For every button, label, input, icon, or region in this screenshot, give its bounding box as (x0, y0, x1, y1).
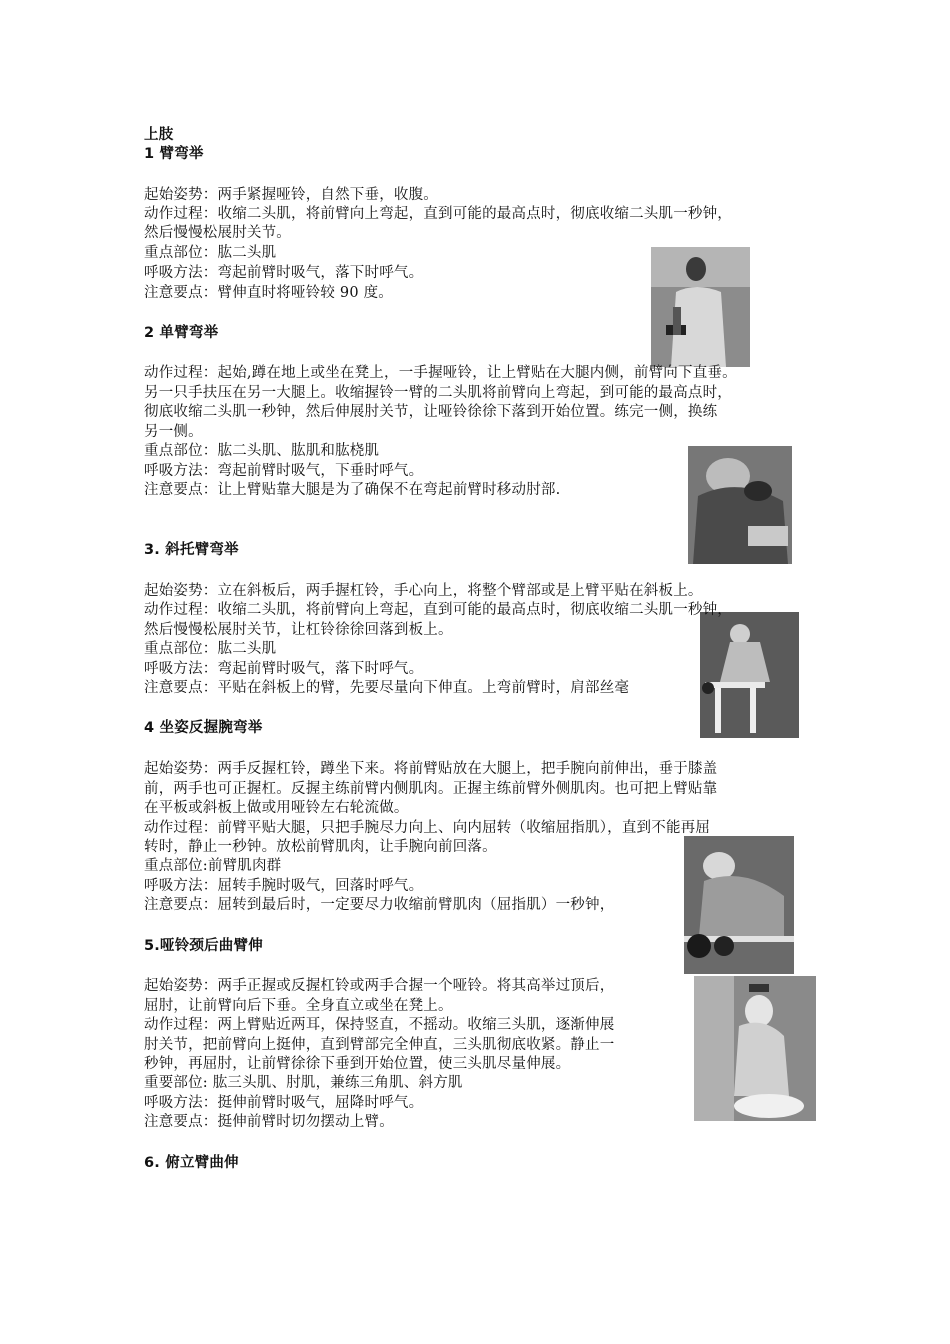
text-line: 转时，静止一秒钟。放松前臂肌肉，让手腕向前回落。 (144, 839, 497, 855)
photo-preacher-curl (700, 612, 799, 738)
text-line: 重点部位：肱二头肌 (144, 641, 277, 657)
text-line: 然后慢慢松展肘关节。 (144, 225, 291, 241)
text-line: 呼吸方法：弯起前臂时吸气，落下时呼气。 (144, 265, 424, 281)
text-line: 重点部位:前臂肌肉群 (144, 858, 282, 874)
text-line: 屈肘，让前臂向后下垂。全身直立或坐在凳上。 (144, 998, 453, 1014)
text-line: 重要部位: 肱三头肌、肘肌，兼练三角肌、斜方肌 (144, 1075, 463, 1091)
exercise-heading-2: 2 单臂弯举 (144, 325, 219, 341)
text-line: 动作过程：起始,蹲在地上或坐在凳上，一手握哑铃，让上臂贴在大腿内侧，前臂向下直垂。 (144, 365, 737, 381)
text-line: 注意要点：臂伸直时将哑铃较 90 度。 (144, 285, 393, 301)
text-line: 另一只手扶压在另一大腿上。收缩握铃一臂的二头肌将前臂向上弯起，到可能的最高点时， (144, 385, 732, 401)
exercise-heading-5: 5.哑铃颈后曲臂伸 (144, 938, 263, 954)
text-line: 起始姿势：两手反握杠铃，蹲坐下来。将前臂贴放在大腿上，把手腕向前伸出，垂于膝盖 (144, 761, 718, 777)
text-line: 起始姿势：两手正握或反握杠铃或两手合握一个哑铃。将其高举过顶后， (144, 978, 615, 994)
text-line: 秒钟，再屈肘，让前臂徐徐下垂到开始位置，使三头肌尽量伸展。 (144, 1056, 571, 1072)
exercise-heading-3: 3. 斜托臂弯举 (144, 542, 239, 558)
text-line: 注意要点：挺伸前臂时切勿摆动上臂。 (144, 1114, 394, 1130)
text-line: 重点部位：肱二头肌、肱肌和肱桡肌 (144, 443, 380, 459)
text-line: 起始姿势：立在斜板后，两手握杠铃，手心向上，将整个臂部或是上臂平贴在斜板上。 (144, 583, 703, 599)
text-line: 前，两手也可正握杠。反握主练前臂内侧肌肉。正握主练前臂外侧肌肉。也可把上臂贴靠 (144, 781, 718, 797)
text-line: 动作过程：前臂平贴大腿，只把手腕尽力向上、向内屈转（收缩屈指肌），直到不能再屈 (144, 820, 711, 836)
text-line: 肘关节，把前臂向上挺伸，直到臂部完全伸直，三头肌彻底收紧。静止一 (144, 1037, 615, 1053)
text-line: 动作过程：收缩二头肌，将前臂向上弯起，直到可能的最高点时，彻底收缩二头肌一秒钟， (144, 602, 732, 618)
photo-concentration-curl (688, 446, 792, 564)
text-line: 另一侧。 (144, 424, 203, 440)
text-line: 注意要点：让上臂贴靠大腿是为了确保不在弯起前臂时移动肘部. (144, 482, 561, 498)
photo-dumbbell-curl (651, 247, 750, 367)
text-line: 在平板或斜板上做或用哑铃左右轮流做。 (144, 800, 409, 816)
text-line: 动作过程：两上臂贴近两耳，保持竖直，不摇动。收缩三头肌，逐渐伸展 (144, 1017, 615, 1033)
text-line: 注意要点：屈转到最后时，一定要尽力收缩前臂肌肉（屈指肌）一秒钟， (144, 897, 615, 913)
text-line: 彻底收缩二头肌一秒钟，然后伸展肘关节，让哑铃徐徐下落到开始位置。练完一侧，换练 (144, 404, 718, 420)
exercise-heading-4: 4 坐姿反握腕弯举 (144, 720, 263, 736)
photo-overhead-extension (694, 976, 816, 1121)
text-line: 呼吸方法：屈转手腕时吸气，回落时呼气。 (144, 878, 424, 894)
text-line: 重点部位：肱二头肌 (144, 245, 277, 261)
exercise-heading-1: 1 臂弯举 (144, 146, 204, 162)
text-line: 呼吸方法：弯起前臂时吸气，下垂时呼气。 (144, 463, 424, 479)
text-line: 然后慢慢松展肘关节，让杠铃徐徐回落到板上。 (144, 622, 453, 638)
text-line: 呼吸方法：挺伸前臂时吸气，屈降时呼气。 (144, 1095, 424, 1111)
exercise-heading-6: 6. 俯立臂曲伸 (144, 1155, 239, 1171)
text-line: 动作过程：收缩二头肌，将前臂向上弯起，直到可能的最高点时，彻底收缩二头肌一秒钟， (144, 206, 732, 222)
text-line: 注意要点：平贴在斜板上的臂，先要尽量向下伸直。上弯前臂时，肩部丝毫 (144, 680, 630, 696)
text-line: 呼吸方法：弯起前臂时吸气，落下时呼气。 (144, 661, 424, 677)
section-title: 上肢 (144, 127, 174, 143)
text-line: 起始姿势：两手紧握哑铃，自然下垂，收腹。 (144, 187, 438, 203)
photo-wrist-curl (684, 836, 794, 974)
